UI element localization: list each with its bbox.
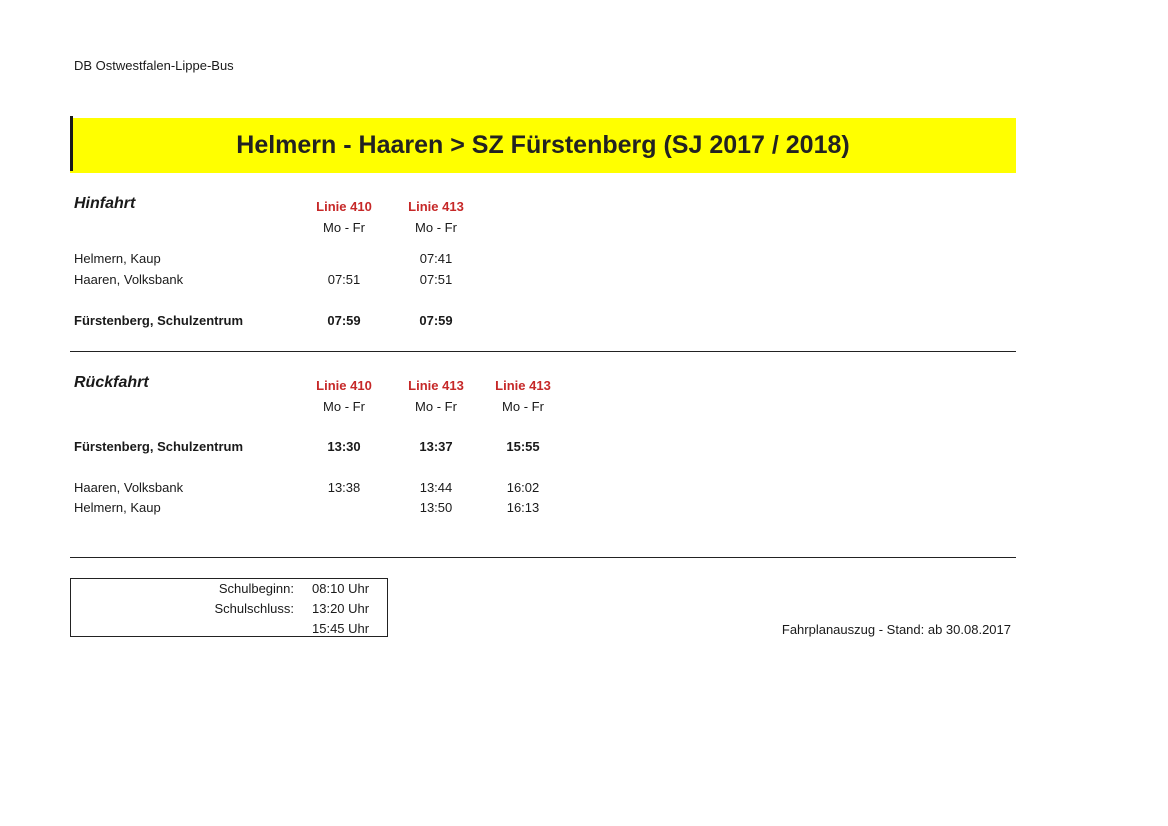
arrival-time: 13:38 <box>327 480 361 495</box>
stop-name: Haaren, Volksbank <box>74 480 184 495</box>
return-days-410: Mo - Fr <box>323 399 365 414</box>
arrival-time: 07:59 <box>419 313 453 328</box>
outbound-heading: Hinfahrt <box>74 195 136 212</box>
return-days-413-b: Mo - Fr <box>502 399 544 414</box>
school-end-value: 15:45 Uhr <box>312 621 370 636</box>
divider <box>70 557 1016 558</box>
departure-time: 13:30 <box>327 439 361 454</box>
arrival-time: 16:02 <box>506 480 540 495</box>
return-line-413-a: Linie 413 <box>408 378 464 393</box>
departure-time: 07:51 <box>327 272 361 287</box>
timetable-status-note: Fahrplanauszug - Stand: ab 30.08.2017 <box>781 622 1011 637</box>
departure-time: 15:55 <box>506 439 540 454</box>
stop-name: Helmern, Kaup <box>74 500 161 515</box>
arrival-time: 13:50 <box>419 500 453 515</box>
stop-name: Fürstenberg, Schulzentrum <box>74 313 244 328</box>
return-heading: Rückfahrt <box>74 374 149 391</box>
divider <box>70 351 1016 352</box>
title-banner <box>70 118 1016 173</box>
school-start-value: 08:10 Uhr <box>312 581 370 596</box>
stop-name: Helmern, Kaup <box>74 251 161 266</box>
departure-time: 13:37 <box>419 439 453 454</box>
return-line-410: Linie 410 <box>316 378 372 393</box>
arrival-time: 16:13 <box>506 500 540 515</box>
title-edge-mark <box>70 116 73 171</box>
return-line-413-b: Linie 413 <box>495 378 551 393</box>
stop-name: Fürstenberg, Schulzentrum <box>74 439 244 454</box>
school-end-value: 13:20 Uhr <box>312 601 370 616</box>
departure-time: 07:51 <box>419 272 453 287</box>
outbound-line-413: Linie 413 <box>408 199 464 214</box>
outbound-days-413: Mo - Fr <box>415 220 457 235</box>
outbound-days-410: Mo - Fr <box>323 220 365 235</box>
page-title: Helmern - Haaren > SZ Fürstenberg (SJ 2017 / 2018) <box>236 131 850 159</box>
school-start-label: Schulbeginn: <box>218 581 294 596</box>
departure-time: 07:41 <box>419 251 453 266</box>
arrival-time: 07:59 <box>327 313 361 328</box>
outbound-line-410: Linie 410 <box>316 199 372 214</box>
operator-name: DB Ostwestfalen-Lippe-Bus <box>74 58 234 73</box>
return-days-413-a: Mo - Fr <box>415 399 457 414</box>
stop-name: Haaren, Volksbank <box>74 272 184 287</box>
school-end-label: Schulschluss: <box>214 601 294 616</box>
arrival-time: 13:44 <box>419 480 453 495</box>
